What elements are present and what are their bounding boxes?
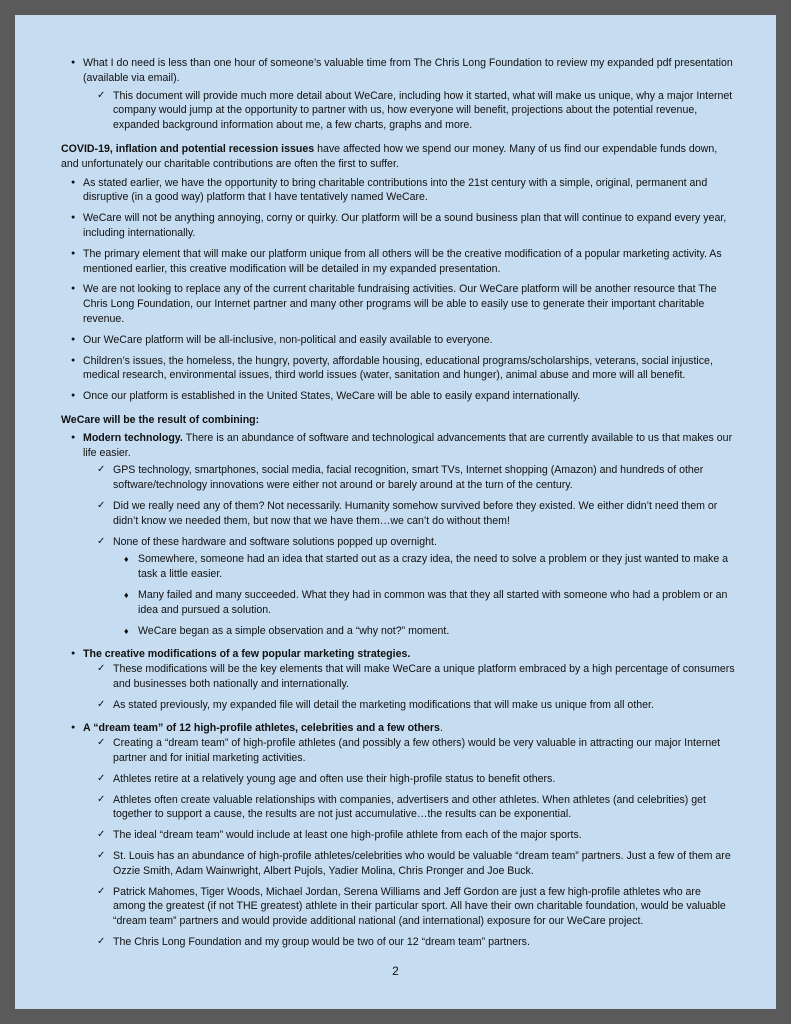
item-text: We are not looking to replace any of the current charitable fundraising activities. Our WeCare platform will be another resource that The Chris Long Foundation, our Internet partner and many other programs will be able to easily use to generate their important charitable revenue.: [83, 283, 717, 325]
checkmark-icon: ✓: [97, 663, 106, 675]
bullet-marker: ●: [71, 724, 76, 732]
diamond-icon: ♦: [124, 589, 129, 600]
list-item: [61, 431, 736, 461]
bullet-marker: ●: [71, 650, 76, 658]
document-page: [15, 15, 776, 1009]
item-text: St. Louis has an abundance of high-profile athletes/celebrities who would be valuable “dream team” partners. Just a few of them are Ozzie Smith, Adam Wainwright, Albert Pujols, Yadier Molina, Chris Pronger and Joe Buck.: [113, 850, 731, 877]
checkmark-icon: ✓: [97, 793, 106, 805]
list-item: [61, 849, 736, 879]
checkmark-icon: ✓: [97, 772, 106, 784]
list-item: [61, 247, 736, 277]
list-item: [61, 721, 736, 736]
bullet-marker: ●: [71, 59, 76, 66]
list-item: [61, 698, 736, 713]
checkmark-icon: ✓: [97, 850, 106, 862]
item-text: Did we really need any of them? Not necessarily. Humanity somehow survived before they existed. We either didn’t need them or didn’t know we needed them, but now that we have them…we can’t do without them!: [113, 499, 718, 527]
item-text: Our WeCare platform will be all-inclusive, non-political and easily available to everyone.: [83, 333, 493, 346]
covid-text: have affected how we spend our money. Many of us find our expendable funds down, and unfortunately our charitable contributions are often the first to suffer.: [61, 142, 718, 170]
list-item: [61, 624, 736, 639]
covid-paragraph: [61, 142, 736, 172]
list-item: [61, 211, 736, 241]
bullet-marker: ●: [71, 285, 76, 293]
bullet-marker: ●: [71, 335, 76, 343]
list-item: [61, 552, 736, 582]
item-text: As stated earlier, we have the opportunity to bring charitable contributions into the 21st century with a simple, original, permanent and disruptive (in a good way) platform that I have tentatively named WeCare.: [83, 176, 708, 204]
list-item: [61, 499, 736, 529]
item-text: Athletes often create valuable relationships with companies, advertisers and other athletes. When athletes (and celebrities) get together to support a cause, the results are not just accumulative…the results can be exponential.: [113, 793, 706, 821]
list-item: [61, 772, 736, 787]
item-text: There is an abundance of software and technological advancements that are currently available to us that makes our life easier.: [83, 431, 733, 459]
page-number: 2: [392, 964, 399, 978]
list-item: [61, 736, 736, 766]
checkmark-icon: ✓: [97, 829, 106, 841]
list-item: [61, 647, 736, 662]
item-heading: A “dream team” of 12 high-profile athletes, celebrities and a few others: [83, 722, 440, 735]
bullet-marker: ●: [71, 356, 76, 364]
item-text: These modifications will be the key elements that will make WeCare a unique platform embraced by a high percentage of consumers and businesses both nationally and internationally.: [113, 663, 735, 690]
list-item: [61, 56, 736, 86]
list-item: [61, 935, 736, 950]
checkmark-icon: ✓: [97, 737, 106, 749]
list-item: [61, 828, 736, 843]
item-text: This document will provide much more detail about WeCare, including how it started, what will make us unique, why a major Internet company would jump at the opportunity to partner with us, how everyone will benefit, projections about the potential revenue, expanded background information about me, a few charts, graphs and more.: [113, 89, 733, 132]
checkmark-icon: ✓: [97, 499, 106, 511]
item-text: WeCare will not be anything annoying, corny or quirky. Our platform will be a sound business plan that will continue to expand every year, including internationally.: [83, 212, 727, 239]
bullet-marker: ●: [71, 249, 76, 257]
bullet-marker: ●: [71, 392, 76, 400]
list-item: [61, 89, 736, 133]
checkmark-icon: ✓: [97, 885, 106, 897]
checkmark-icon: ✓: [97, 698, 106, 710]
item-text: WeCare began as a simple observation and a “why not?” moment.: [138, 624, 450, 637]
item-text: Creating a “dream team” of high-profile athletes (and possibly a few others) would be very valuable in attracting our major Internet partner and for initial marketing activities.: [113, 737, 721, 765]
item-heading: The creative modifications of a few popular marketing strategies.: [83, 648, 411, 661]
item-text: .: [439, 722, 443, 735]
wecare-heading: WeCare will be the result of combining:: [61, 413, 260, 426]
item-text: Athletes retire at a relatively young age and often use their high-profile status to benefit others.: [113, 772, 556, 785]
list-item: [61, 282, 736, 326]
list-item: [61, 662, 736, 692]
item-text: None of these hardware and software solutions popped up overnight.: [113, 535, 437, 548]
list-item: [61, 463, 736, 493]
covid-heading: COVID-19, inflation and potential recession issues: [61, 142, 315, 155]
item-text: Patrick Mahomes, Tiger Woods, Michael Jordan, Serena Williams and Jeff Gordon are just a few high-profile athletes who are among the greatest (if not THE greatest) athlete in their particular sport. All have their own charitable foundation, would be valuable “dream team” partners and would provide additional national (and international) exposure for our WeCare project.: [113, 885, 726, 928]
bullet-marker: ●: [71, 214, 76, 222]
item-heading: Modern technology.: [83, 431, 183, 444]
item-text: The Chris Long Foundation and my group would be two of our 12 “dream team” partners.: [113, 936, 530, 949]
diamond-icon: ♦: [124, 554, 129, 565]
item-text: Once our platform is established in the United States, WeCare will be able to easily expand internationally.: [83, 390, 581, 403]
checkmark-icon: ✓: [97, 936, 106, 948]
item-text: The ideal “dream team” would include at least one high-profile athlete from each of the major sports.: [113, 829, 582, 842]
list-item: [61, 588, 736, 618]
item-text: Many failed and many succeeded. What they had in common was that they all started with someone who had a problem or an idea and pursued a solution.: [138, 588, 728, 616]
checkmark-icon: ✓: [97, 535, 106, 547]
list-item: [61, 535, 736, 550]
list-item: [61, 354, 736, 384]
bullet-marker: ●: [71, 178, 76, 186]
diamond-icon: ♦: [124, 625, 129, 636]
checkmark-icon: ✓: [97, 464, 106, 476]
item-text: What I do need is less than one hour of someone’s valuable time from The Chris Long Foundation to review my expanded pdf presentation (available via email).: [83, 57, 733, 84]
item-text: As stated previously, my expanded file will detail the marketing modifications that will make us unique from all other.: [113, 698, 654, 711]
list-item: [61, 176, 736, 206]
item-text: Children’s issues, the homeless, the hungry, poverty, affordable housing, educational programs/scholarships, veterans, social injustice, medical research, environmental issues, third world issues (water, sanitation and hunger), animal abuse and more will all benefit.: [83, 354, 713, 382]
item-text: Somewhere, someone had an idea that started out as a crazy idea, the need to solve a problem or they just wanted to make a task a little easier.: [138, 553, 729, 581]
item-text: GPS technology, smartphones, social media, facial recognition, smart TVs, Internet shopping (Amazon) and hundreds of other software/technology innovations were either not around or barely around at the turn of the century.: [113, 464, 704, 492]
list-item: [61, 793, 736, 823]
item-text: The primary element that will make our platform unique from all others will be the creative modification of a popular marketing activity. As mentioned earlier, this creative modification will be detailed in my expanded presentation.: [83, 247, 722, 275]
checkmark-icon: ✓: [97, 89, 106, 101]
list-item: [61, 389, 736, 404]
list-item: [61, 333, 736, 348]
bullet-marker: ●: [71, 433, 76, 441]
list-item: [61, 885, 736, 929]
